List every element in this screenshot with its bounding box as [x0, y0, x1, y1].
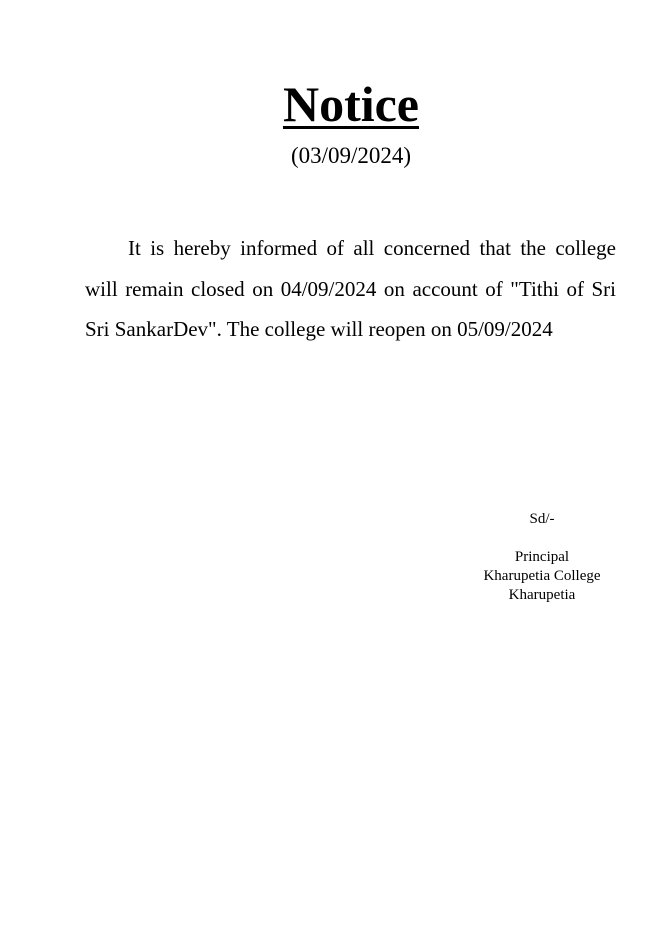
notice-date: (03/09/2024) — [290, 143, 412, 168]
signature-institution: Kharupetia College — [483, 568, 601, 584]
signature-sd: Sd/- — [529, 511, 555, 527]
signature-place: Kharupetia — [508, 587, 576, 603]
notice-body: It is hereby informed of all concerned that the college will remain closed on 04/09/2024 on account of "Tithi of Sri Sri SankarDev". The college will reopen on 05/09/2024 — [85, 236, 616, 341]
notice-title: Notice — [282, 76, 420, 132]
signature-designation: Principal — [514, 549, 570, 565]
signature-block — [462, 510, 622, 605]
